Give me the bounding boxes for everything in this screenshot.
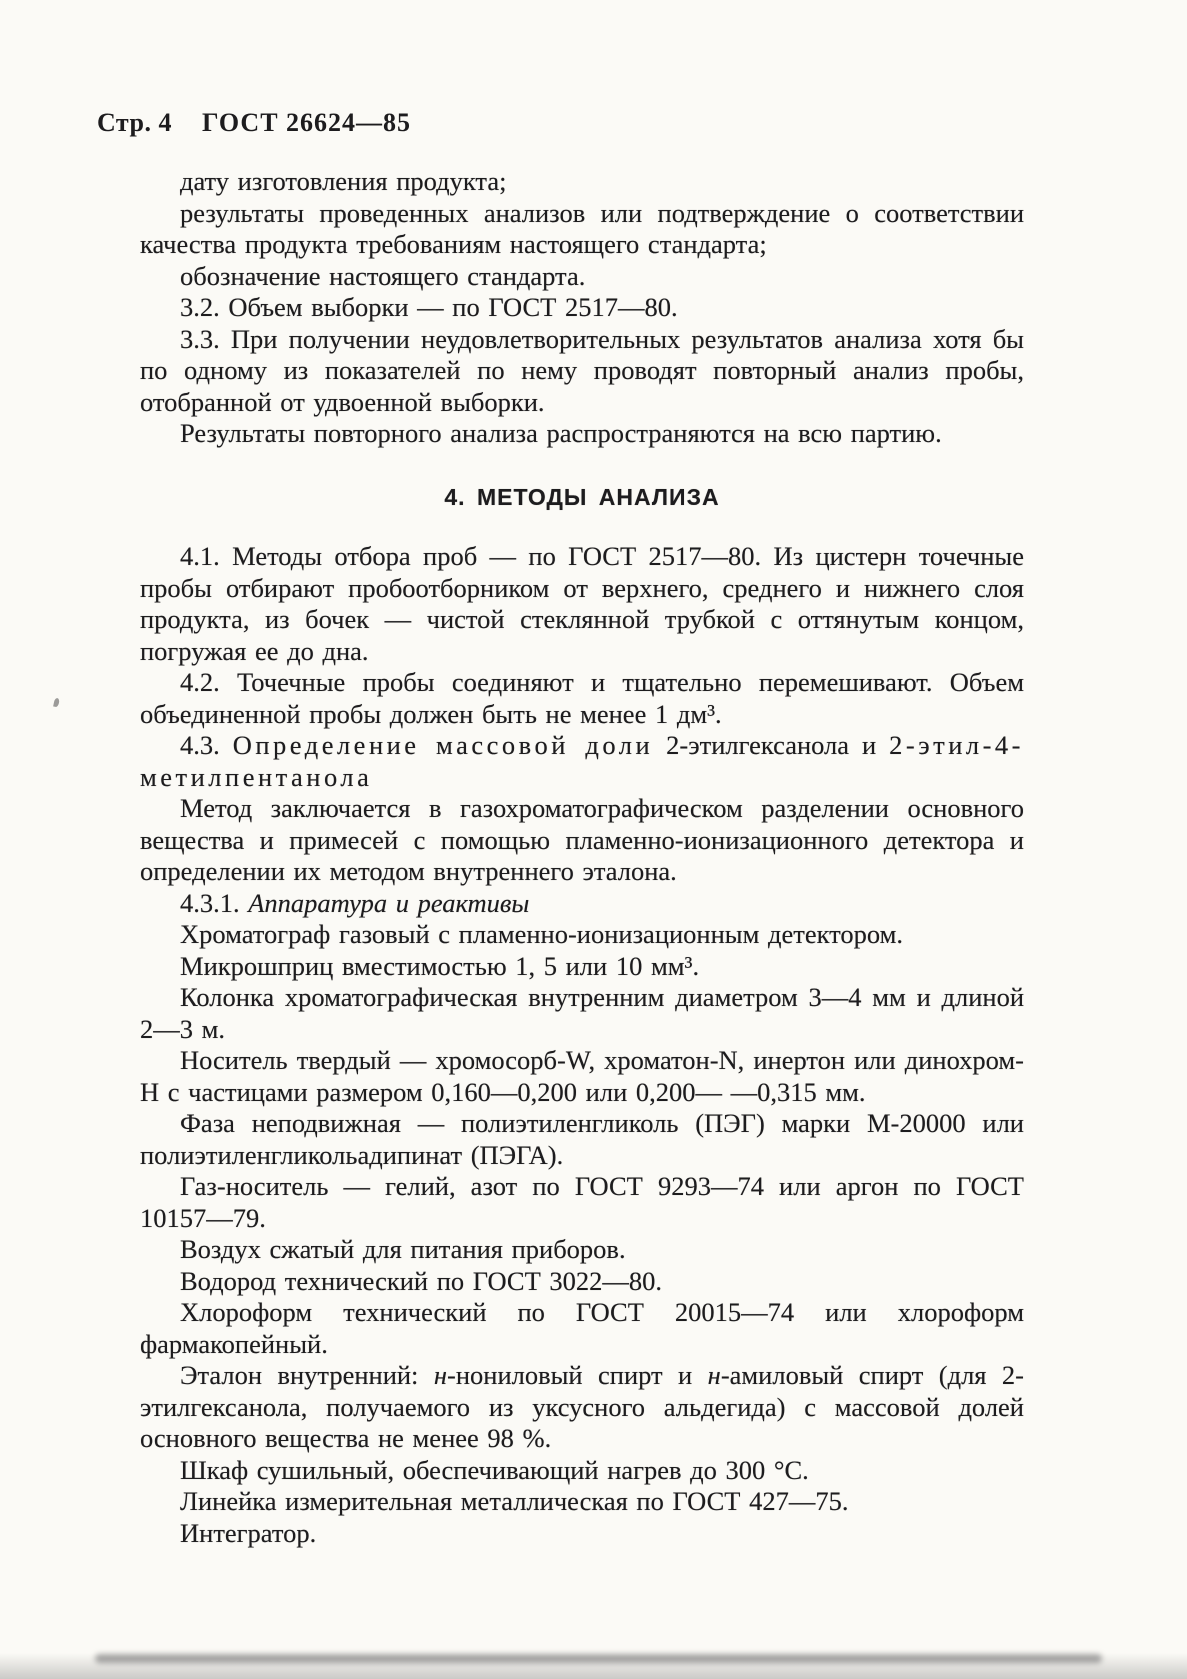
paragraph	[140, 1518, 1024, 1550]
text-run: Аппаратура и реактивы	[248, 887, 530, 918]
text-run: Воздух сжатый для питания приборов.	[180, 1234, 626, 1264]
paragraph	[140, 982, 1024, 1045]
text-run: Определение массовой доли	[232, 730, 654, 760]
paragraph	[140, 261, 1024, 293]
text-run: н	[707, 1360, 721, 1390]
paragraph	[140, 541, 1024, 667]
paragraph	[140, 198, 1024, 261]
running-header	[97, 108, 411, 138]
text-run: 4.3.1.	[180, 887, 249, 918]
text-run: 4.1. Методы отбора проб — по ГОСТ 2517—80. Из цистерн точечные пробы отбирают пробоотборником от верхнего, среднего и нижнего слоя продукта, из бочек — чистой стеклянной трубкой с оттянутым концом, погружая ее до дна.	[140, 541, 1024, 666]
text-run: 4. МЕТОДЫ АНАЛИЗА	[444, 483, 720, 510]
text-run: 4.3.	[180, 730, 233, 760]
paragraph	[140, 1297, 1024, 1360]
paragraph	[140, 793, 1024, 888]
paragraph	[140, 1360, 1024, 1455]
paragraph	[140, 951, 1024, 983]
paragraph	[140, 1045, 1024, 1108]
text-run: дату изготовления продукта;	[180, 166, 507, 196]
text-run: -амиловый спирт (для 2-этилгексанола, получаемого из уксусного альдегида) с массовой долей основного вещества не менее 98 %.	[140, 1360, 1024, 1453]
paragraph	[140, 1108, 1024, 1171]
text-run: Водород технический по ГОСТ 3022—80.	[180, 1265, 663, 1296]
text-run: результаты проведенных анализов или подтверждение о соответствии качества продукта требованиям настоящего стандарта;	[140, 197, 1024, 259]
text-run: -нониловый спирт и	[447, 1360, 708, 1390]
paragraph	[140, 667, 1024, 730]
text-run: Колонка хроматографическая внутренним диаметром 3—4 мм и длиной 2—3 м.	[140, 982, 1024, 1044]
page-number-label: Стр. 4	[97, 108, 172, 137]
paragraph	[140, 166, 1024, 198]
text-run: 3.2. Объем выборки — по ГОСТ 2517—80.	[180, 292, 678, 322]
text-run: Метод заключается в газохроматографическом разделении основного вещества и примесей с помощью пламенно-ионизационного детектора и определении их методом внутреннего эталона.	[140, 793, 1024, 886]
text-run: 4.2. Точечные пробы соединяют и тщательно перемешивают. Объем объединенной пробы должен быть не менее 1 дм³.	[140, 667, 1024, 729]
paragraph	[140, 919, 1024, 951]
paragraph	[140, 1486, 1024, 1518]
text-run: Эталон внутренний:	[180, 1360, 434, 1390]
text-run: Интегратор.	[180, 1517, 317, 1548]
paragraph	[140, 1234, 1024, 1266]
paragraph	[140, 1455, 1024, 1487]
text-run: 3.3. При получении неудовлетворительных результатов анализа хотя бы по одному из показателей по нему проводят повторный анализ пробы, отобранной от удвоенной выборки.	[140, 323, 1024, 417]
paragraph	[140, 888, 1024, 920]
text-run: обозначение настоящего стандарта.	[180, 260, 586, 291]
text-run: Линейка измерительная металлическая по ГОСТ 427—75.	[180, 1486, 849, 1516]
text-run: 2-этил-4-метилпентанола	[140, 730, 1025, 792]
scan-artifact-speck	[53, 698, 60, 708]
text-run: Фаза неподвижная — полиэтиленгликоль (ПЭГ) марки М-20000 или полиэтиленгликольадипинат (ПЭГА).	[140, 1108, 1024, 1170]
text-run: 2-этилгексанола и	[653, 730, 890, 760]
paragraph	[140, 1266, 1024, 1298]
paragraph	[140, 1171, 1024, 1234]
text-run: Шкаф сушильный, обеспечивающий нагрев до 300 °С.	[180, 1454, 809, 1485]
text-run: н	[433, 1360, 447, 1390]
paragraph	[140, 324, 1024, 419]
text-run: Носитель твердый — хромосорб-W, хроматон-N, инертон или динохром-Н с частицами размером 0,160—0,200 или 0,200— —0,315 мм.	[140, 1045, 1024, 1107]
paragraph	[140, 418, 1024, 450]
text-run: Результаты повторного анализа распространяются на всю партию.	[180, 418, 942, 448]
text-run: Хлороформ технический по ГОСТ 20015—74 или хлороформ фармакопейный.	[140, 1297, 1024, 1359]
standard-number-label: ГОСТ 26624—85	[201, 108, 412, 137]
paragraph	[140, 292, 1024, 324]
scan-bottom-shadow	[0, 1653, 1187, 1679]
section-heading	[140, 482, 1024, 514]
text-run: Хроматограф газовый с пламенно-ионизационным детектором.	[180, 919, 903, 949]
text-run: Микрошприц вместимостью 1, 5 или 10 мм³.	[180, 950, 700, 981]
document-body	[140, 166, 1024, 1549]
text-run: Газ-носитель — гелий, азот по ГОСТ 9293—74 или аргон по ГОСТ 10157—79.	[140, 1171, 1024, 1233]
paragraph	[140, 730, 1024, 793]
